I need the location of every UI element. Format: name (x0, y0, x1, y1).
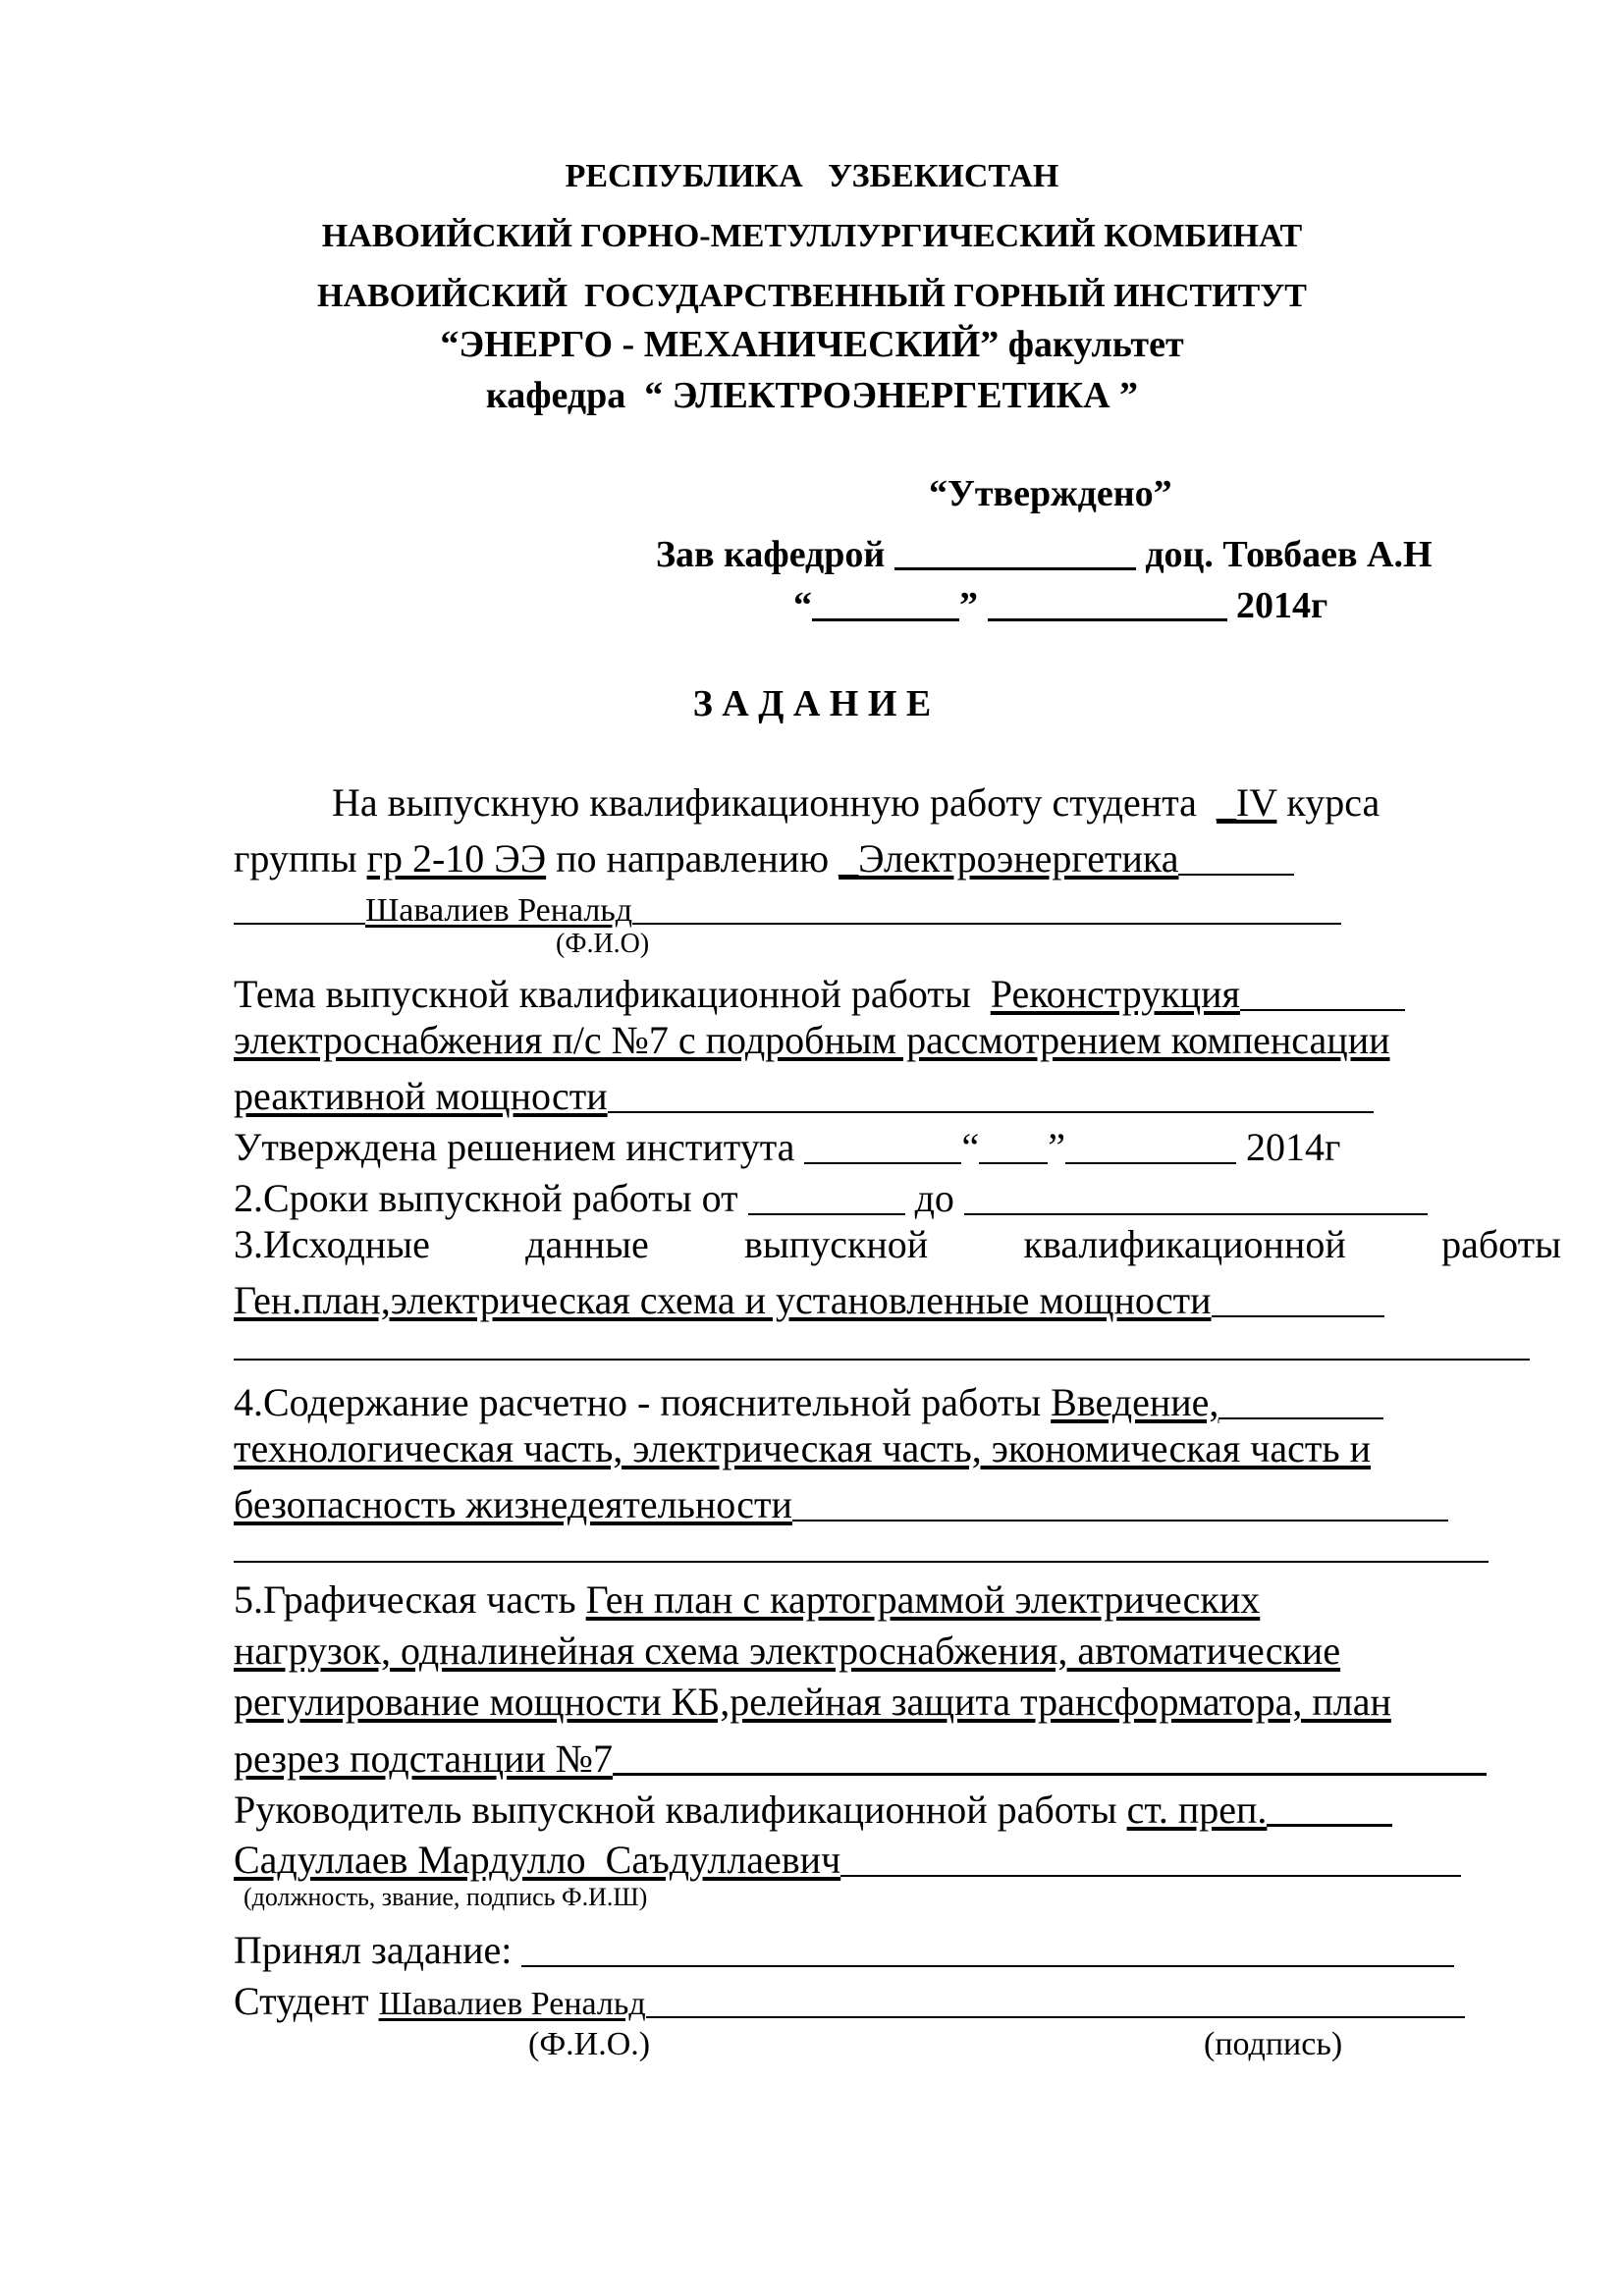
approval-date-line (793, 581, 1327, 624)
graphics-value-4: резрез подстанции №7 (234, 1736, 613, 1781)
doc-title: З А Д А Н И Е (692, 683, 932, 724)
source-word-5: работы (1441, 1222, 1561, 1266)
approval-signature-blank (894, 530, 1136, 570)
source-word-3: выпускной (744, 1222, 929, 1266)
header-country: РЕСПУБЛИКА УЗБЕКИСТАН (565, 158, 1059, 194)
source-data-blank-line (234, 1359, 1530, 1361)
contents-blank-line (234, 1561, 1489, 1563)
graphics-value-2: нагрузок, одналинейная схема электроснабжения, автоматические (234, 1629, 1341, 1673)
intro-text: На выпускную квалификационную работу студента (332, 780, 1197, 825)
accepted-blank (521, 1926, 1454, 1967)
group-label: группы (234, 836, 357, 881)
supervisor-blank-1 (1267, 1785, 1392, 1827)
source-data-line2 (234, 1276, 1384, 1320)
header-combine: НАВОИЙСКИЙ ГОРНО-МЕТУЛЛУРГИЧЕСКИЙ КОМБИНАТ (321, 218, 1303, 254)
source-data-blank (1212, 1276, 1384, 1317)
student-label: Студент (234, 1979, 369, 2023)
deadlines-to: до (914, 1176, 954, 1220)
graphics-line1 (234, 1577, 1261, 1622)
deadlines-line (234, 1174, 1428, 1218)
supervisor-label: Руководитель выпускной квалификационной работы (234, 1788, 1117, 1832)
supervisor-line2 (234, 1836, 1461, 1880)
supervisor-caption: (должность, звание, подпись Ф.И.Ш) (244, 1883, 648, 1911)
header-institute: НАВОИЙСКИЙ ГОСУДАРСТВЕННЫЙ ГОРНЫЙ ИНСТИТУТ (317, 278, 1307, 314)
approval-quote-close: ” (959, 585, 978, 626)
source-data-line1 (234, 1222, 1561, 1266)
student-blank-right (632, 889, 1341, 925)
deadlines-label: 2.Сроки выпускной работы от (234, 1176, 738, 1220)
approved-day-blank (979, 1123, 1048, 1164)
topic-line1 (234, 970, 1405, 1014)
supervisor-line1 (234, 1785, 1392, 1830)
approval-quote-open: “ (793, 585, 812, 626)
intro-course: _IV (1216, 780, 1277, 825)
accepted-line (234, 1926, 1454, 1970)
intro-course-word: курса (1286, 780, 1380, 825)
direction-label: по направлению (556, 836, 830, 881)
source-word-1: 3.Исходные (234, 1222, 430, 1266)
approval-head-line (656, 530, 1433, 573)
contents-blank-1 (1218, 1378, 1383, 1419)
topic-value-3: реактивной мощности (234, 1074, 608, 1118)
direction-value: Электроэнергетика (858, 836, 1179, 881)
accepted-label: Принял задание: (234, 1928, 513, 1972)
topic-label: Тема выпускной квалификационной работы (234, 972, 971, 1016)
contents-blank-3 (792, 1480, 1448, 1522)
header-department: кафедра “ ЭЛЕКТРОЭНЕРГЕТИКА ” (485, 375, 1139, 416)
fio-caption: (Ф.И.О) (556, 929, 650, 959)
approved-label: Утверждена решением института (234, 1125, 795, 1169)
approved-quote-open: “ (961, 1125, 980, 1169)
topic-line3 (234, 1072, 1374, 1116)
supervisor-blank-2 (840, 1836, 1461, 1877)
supervisor-name: Садуллаев Мардулло Саъдуллаевич (234, 1838, 841, 1882)
source-word-4: квалификационной (1023, 1222, 1346, 1266)
supervisor-position: ст. преп. (1126, 1788, 1268, 1832)
graphics-line4 (234, 1734, 1487, 1779)
approval-day-blank (812, 581, 959, 621)
deadline-to-blank (964, 1174, 1428, 1215)
intro-line2 (234, 834, 1294, 879)
approval-year: 2014г (1236, 585, 1328, 626)
topic-line2 (234, 1018, 1390, 1062)
approved-year: 2014г (1245, 1125, 1341, 1169)
approved-line (234, 1123, 1340, 1167)
intro-line3 (234, 889, 1341, 928)
direction-blank (1178, 834, 1294, 876)
contents-line2 (234, 1426, 1371, 1470)
contents-line1 (234, 1378, 1383, 1422)
graphics-label: 5.Графическая часть (234, 1577, 576, 1622)
graphics-line2 (234, 1631, 1340, 1671)
approval-head-label: Зав кафедрой (656, 534, 886, 575)
direction-value-wrap: _Электроэнергетика (839, 836, 1179, 881)
student-blank-left (234, 889, 365, 925)
graphics-value-1: Ген план с картограммой электрических (585, 1577, 1261, 1622)
student-name: Шавалиев Ренальд (365, 892, 633, 929)
intro-line1 (332, 780, 1380, 825)
student-signature-blank (646, 1977, 1465, 2018)
source-data-value: Ген.план,электрическая схема и установленные мощности (234, 1278, 1212, 1322)
topic-value-2: электроснабжения п/с №7 с подробным рассмотрением компенсации (234, 1018, 1390, 1062)
header-faculty: “ЭНЕРГО - МЕХАНИЧЕСКИЙ” факультет (440, 324, 1184, 365)
contents-value-1: Введение, (1051, 1380, 1219, 1424)
source-word-2: данные (525, 1222, 649, 1266)
topic-blank-3 (608, 1072, 1374, 1113)
graphics-blank-4 (613, 1734, 1487, 1776)
student-name-final: Шавалиев Ренальд (378, 1986, 646, 2022)
group-value: гр 2-10 ЭЭ (366, 836, 547, 881)
approval-head-name: доц. Товбаев А.Н (1145, 534, 1433, 575)
topic-blank-1 (1240, 970, 1405, 1011)
contents-label: 4.Содержание расчетно - пояснительной работы (234, 1380, 1042, 1424)
contents-value-3: безопасность жизнедеятельности (234, 1482, 792, 1526)
student-fio-caption: (Ф.И.О.) (528, 2026, 651, 2062)
approved-number-blank (804, 1123, 961, 1164)
student-sign-caption: (подпись) (1204, 2026, 1343, 2062)
deadline-from-blank (748, 1174, 905, 1215)
graphics-value-3: регулирование мощности КБ,релейная защита трансформатора, план (234, 1680, 1391, 1724)
student-line (234, 1977, 1465, 2021)
approval-month-blank (988, 581, 1227, 621)
approved-month-blank (1065, 1123, 1236, 1164)
intro-course-value: IV (1235, 780, 1277, 825)
approval-title: “Утверждено” (929, 473, 1172, 514)
approved-quote-close: ” (1048, 1125, 1065, 1169)
topic-value-1: Реконструкция (990, 972, 1240, 1016)
graphics-line3 (234, 1682, 1391, 1722)
contents-line3 (234, 1480, 1448, 1524)
contents-value-2: технологическая часть, электрическая часть, экономическая часть и (234, 1426, 1371, 1470)
